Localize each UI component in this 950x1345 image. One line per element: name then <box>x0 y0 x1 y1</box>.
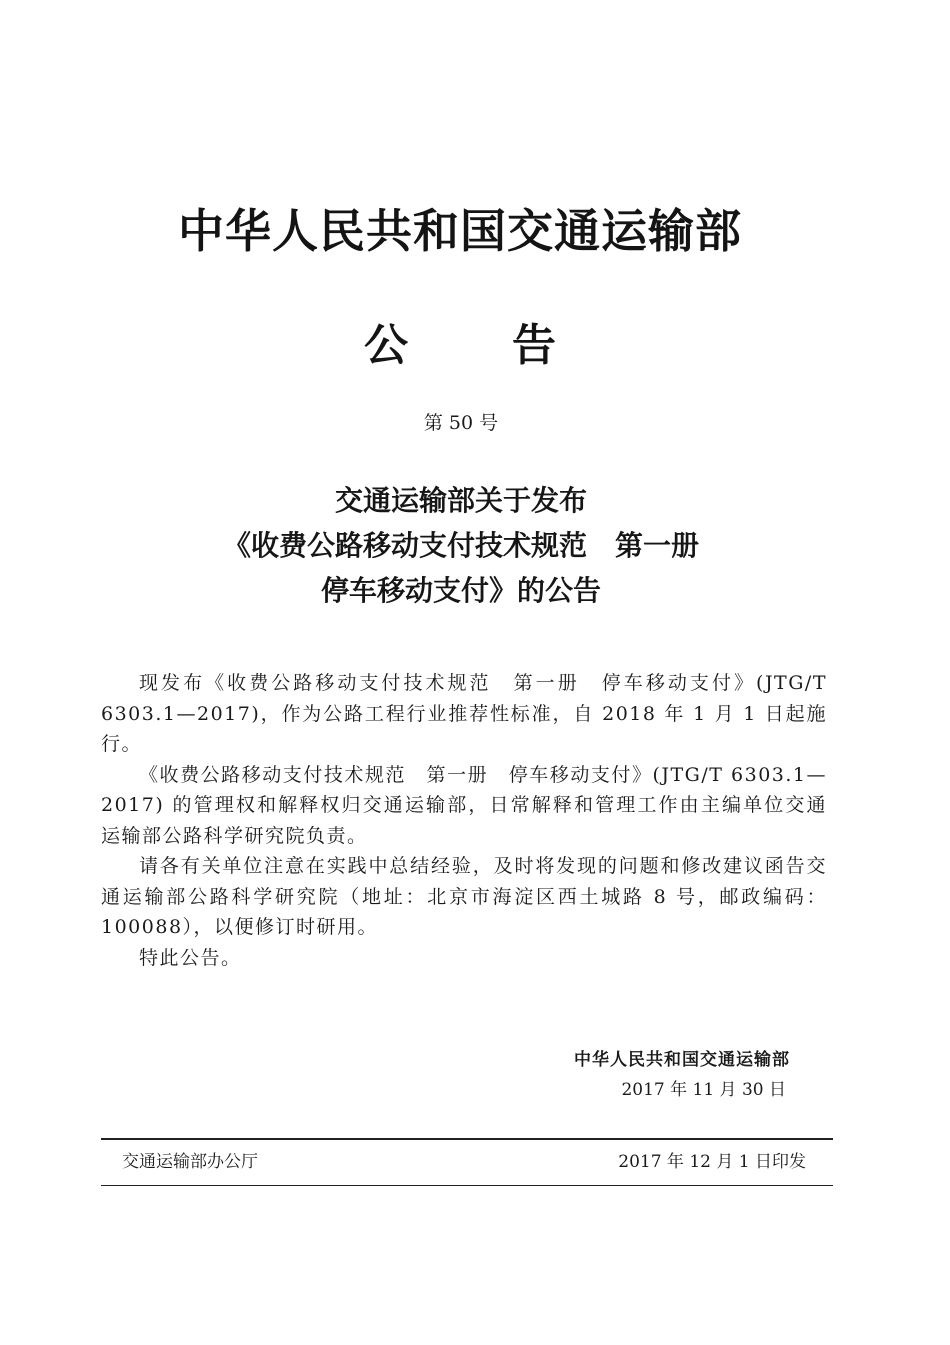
body-paragraph: 现发布《收费公路移动支付技术规范 第一册 停车移动支付》(JTG/T 6303.1—2017)，作为公路工程行业推荐性标准，自 2018 年 1 月 1 日起施行。 <box>101 672 827 755</box>
body-paragraph: 《收费公路移动支付技术规范 第一册 停车移动支付》(JTG/T 6303.1—2017) 的管理权和解释权归交通运输部，日常解释和管理工作由主编单位交通运输部公路科学研究院负责。 <box>101 763 827 847</box>
ministry-title: 中华人民共和国交通运输部 <box>178 204 742 258</box>
document-title-line-2: 《收费公路移动支付技术规范 第一册 <box>222 529 699 562</box>
signature-date: 2017 年 11 月 30 日 <box>621 1080 786 1100</box>
document-title-line-1: 交通运输部关于发布 <box>334 484 587 517</box>
document-title-line-3: 停车移动支付》的公告 <box>320 574 601 607</box>
notice-number: 第 50 号 <box>423 412 499 434</box>
footer-top-rule <box>101 1138 833 1140</box>
footer-bottom-rule <box>101 1185 833 1186</box>
footer-issuer: 交通运输部办公厅 <box>122 1152 258 1172</box>
body-paragraph: 请各有关单位注意在实践中总结经验，及时将发现的问题和修改建议函告交通运输部公路科学研究院（地址：北京市海淀区西土城路 8 号，邮政编码：100088），以便修订时研用。 <box>101 855 827 938</box>
signature-org: 中华人民共和国交通运输部 <box>574 1050 790 1070</box>
footer-print-date: 2017 年 12 月 1 日印发 <box>618 1152 806 1172</box>
document-title <box>0 478 922 613</box>
signature-block <box>574 1045 790 1105</box>
body-paragraph: 特此公告。 <box>139 946 242 969</box>
notice-body <box>101 668 827 973</box>
notice-label: 公告 <box>364 320 660 371</box>
